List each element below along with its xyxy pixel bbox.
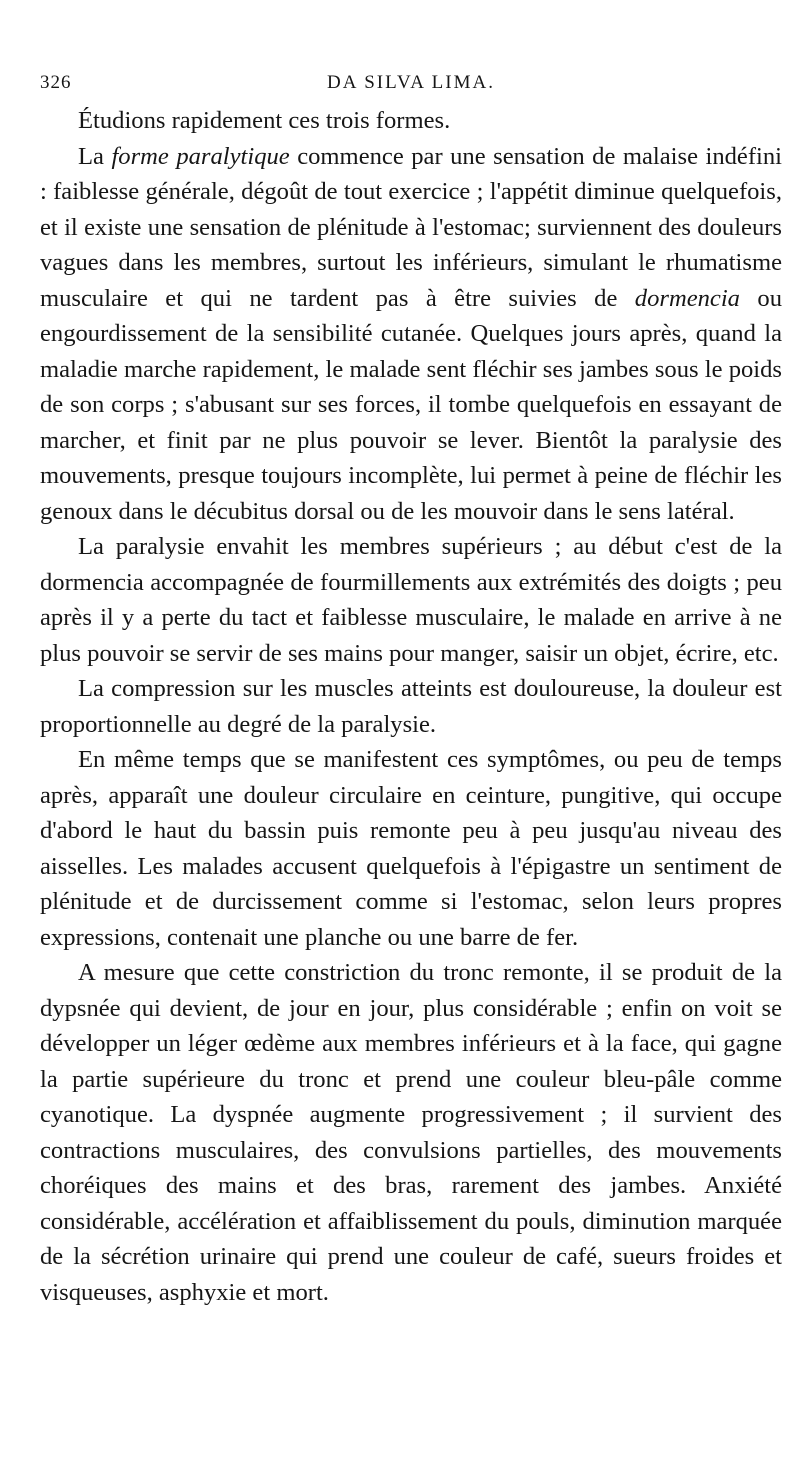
running-title: DA SILVA LIMA. — [327, 72, 495, 93]
running-head — [40, 72, 782, 98]
paragraph-text-segment: La — [78, 142, 112, 170]
paragraph-text-segment: ou engourdissement de la sensibilité cutanée. Quelques jours après, quand la maladie marche rapidement, le malade sent fléchir ses jambes sous le poids de son corps ; s'abusant sur ses forces, il tombe quelquefois en essayant de marcher, et finit par ne plus pouvoir se lever. Bientôt la paralysie des mouvements, presque toujours incomplète, lui permet à peine de fléchir les genoux dans le décubitus dorsal ou de les mouvoir dans le sens latéral. — [40, 284, 782, 525]
paragraph-text-segment: commence par une sensation de malaise indéfini : faiblesse générale, dégoût de tout exercice ; l'appétit diminue quelquefois, et il existe une sensation de plénitude à l'estomac; surviennent des douleurs vagues dans les membres, surtout les inférieurs, simulant le rhumatisme musculaire et qui ne tardent pas à être suivies de — [40, 142, 782, 312]
paragraph-dyspnee: A mesure que cette constriction du tronc remonte, il se produit de la dypsnée qui devient, de jour en jour, plus considérable ; enfin on voit se développer un léger œdème aux membres inférieurs et à la face, qui gagne la partie supérieure du tronc et prend une couleur bleu-pâle comme cyanotique. La dyspnée augmente progressivement ; il survient des contractions musculaires, des convulsions partielles, des mouvements choréiques des mains et des bras, rarement des jambes. Anxiété considérable, accélération et affaiblissement du pouls, diminution marquée de la sécrétion urinaire qui prend une couleur de café, sueurs froides et visqueuses, asphyxie et mort. — [40, 959, 782, 1306]
paragraph-forme-paralytique — [40, 139, 782, 530]
italic-term-dormencia: dormencia — [634, 284, 740, 312]
paragraph-intro: Étudions rapidement ces trois formes. — [78, 107, 451, 134]
page-number: 326 — [40, 72, 72, 93]
paragraph-douleur-ceinture: En même temps que se manifestent ces symptômes, ou peu de temps après, apparaît une douleur circulaire en ceinture, pungitive, qui occupe d'abord le haut du bassin puis remonte peu à peu jusqu'au niveau des aisselles. Les malades accusent quelquefois à l'épigastre un sentiment de plénitude et de durcissement comme si l'estomac, selon leurs propres expressions, contenait une planche ou une barre de fer. — [40, 746, 782, 951]
paragraph-compression: La compression sur les muscles atteints est douloureuse, la douleur est proportionnelle au degré de la paralysie. — [40, 675, 782, 738]
body-text — [40, 103, 782, 1310]
paragraph-membres-superieurs: La paralysie envahit les membres supérieurs ; au début c'est de la dormencia accompagnée de fourmillements aux extrémités des doigts ; peu après il y a perte du tact et faiblesse musculaire, le malade en arrive à ne plus pouvoir se servir de ses mains pour manger, saisir un objet, écrire, etc. — [40, 533, 782, 667]
italic-term-forme-paralytique: forme paralytique — [111, 142, 290, 170]
